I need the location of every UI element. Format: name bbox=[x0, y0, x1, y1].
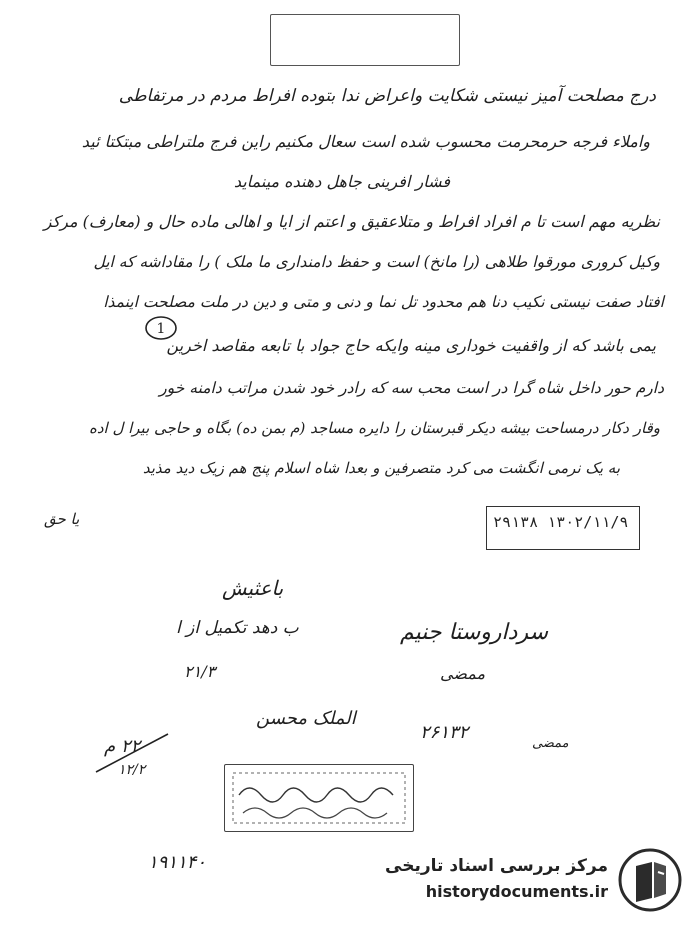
letter-closing: یا حق bbox=[44, 510, 80, 528]
letter-line-3: فشار افرینی جاهل دهنده مینماید bbox=[233, 172, 450, 191]
letter-line-6: افتاد صفت نیستی نکیب دنا هم محدود تل نما و دنی و متی و دین در ملت مصلحت اینمذا bbox=[103, 293, 664, 311]
footer-title: مرکز بررسی اسناد تاریخی bbox=[385, 856, 608, 876]
left-signature-line-3: ۲۱/۳ bbox=[184, 662, 216, 681]
letter-line-5: وکیل کروری مورقوا طلاهی (را مانخ) است و حفظ دامنداری ما ملک ) را مقاداشه که ایل bbox=[93, 253, 660, 271]
margin-note-1: ۲۲ م bbox=[104, 736, 141, 757]
bottom-left-number: ۱۹۱۱۴۰ bbox=[148, 852, 207, 873]
letter-line-4: نظریه مهم است تا م افراد افراط و متلاعقیق و اعتم از ایا و اهالی ماده حال و (معارف) مرکز bbox=[43, 212, 660, 231]
archive-logo-icon bbox=[618, 848, 682, 912]
footer-watermark bbox=[385, 848, 682, 918]
right-signature-line-2: ممضی bbox=[440, 664, 486, 683]
left-signature-line-1: باعثیش bbox=[222, 576, 284, 600]
bottom-dash-signature: ممضی bbox=[532, 736, 569, 751]
seal-scribble bbox=[225, 765, 413, 831]
letter-line-2: واملاء فرجه حرمحرمت محسوب شده است سعال مکنیم راین فرج ملتراطی مبتکتا ئید bbox=[81, 132, 650, 151]
bottom-seal-stamp bbox=[224, 764, 414, 832]
registration-stamp-number: ۲۹۱۳۸ ۱۳۰۲/۱۱/۹ bbox=[493, 513, 629, 531]
letter-line-1: درج مصلحت آمیز نیستی شکایت واعراض ندا بتوده افراط مردم در مرتفاطی bbox=[118, 86, 656, 106]
left-signature-line-2: ب دهد تکمیل از ا bbox=[176, 618, 299, 638]
footer-url[interactable]: historydocuments.ir bbox=[425, 882, 608, 901]
letter-line-10: به یک نرمی انگشت می کرد متصرفین و بعدا شاه اسلام پنج هم زیک دید مذید bbox=[142, 459, 620, 477]
letter-line-7: یمی باشد که از واقفیت خوداری مینه وایکه حاج جواد با تابعه مقاصد اخرین bbox=[166, 336, 656, 355]
letter-line-9: وقار دکار درمساحت بیشه دیکر قبرستان را دایره مساجد (م بمن ده) بگاه و حاجی بیرا ل اده bbox=[88, 419, 660, 437]
margin-note-2: ۱۲/۲ bbox=[118, 762, 146, 778]
right-signature-line-1: سرداروستا جنیم bbox=[400, 620, 549, 645]
registration-stamp bbox=[486, 506, 640, 550]
top-blank-box bbox=[270, 14, 460, 66]
svg-text:1: 1 bbox=[156, 321, 166, 337]
bottom-center-signature: الملک محسن bbox=[256, 708, 356, 729]
letter-line-8: دارم حور داخل شاه گرا در است محب سه که رادر خود شدن مراتب دامنه خور bbox=[159, 379, 664, 397]
bottom-inline-number: ۲۶۱۳۲ bbox=[420, 722, 469, 743]
margin-slash bbox=[92, 728, 172, 778]
